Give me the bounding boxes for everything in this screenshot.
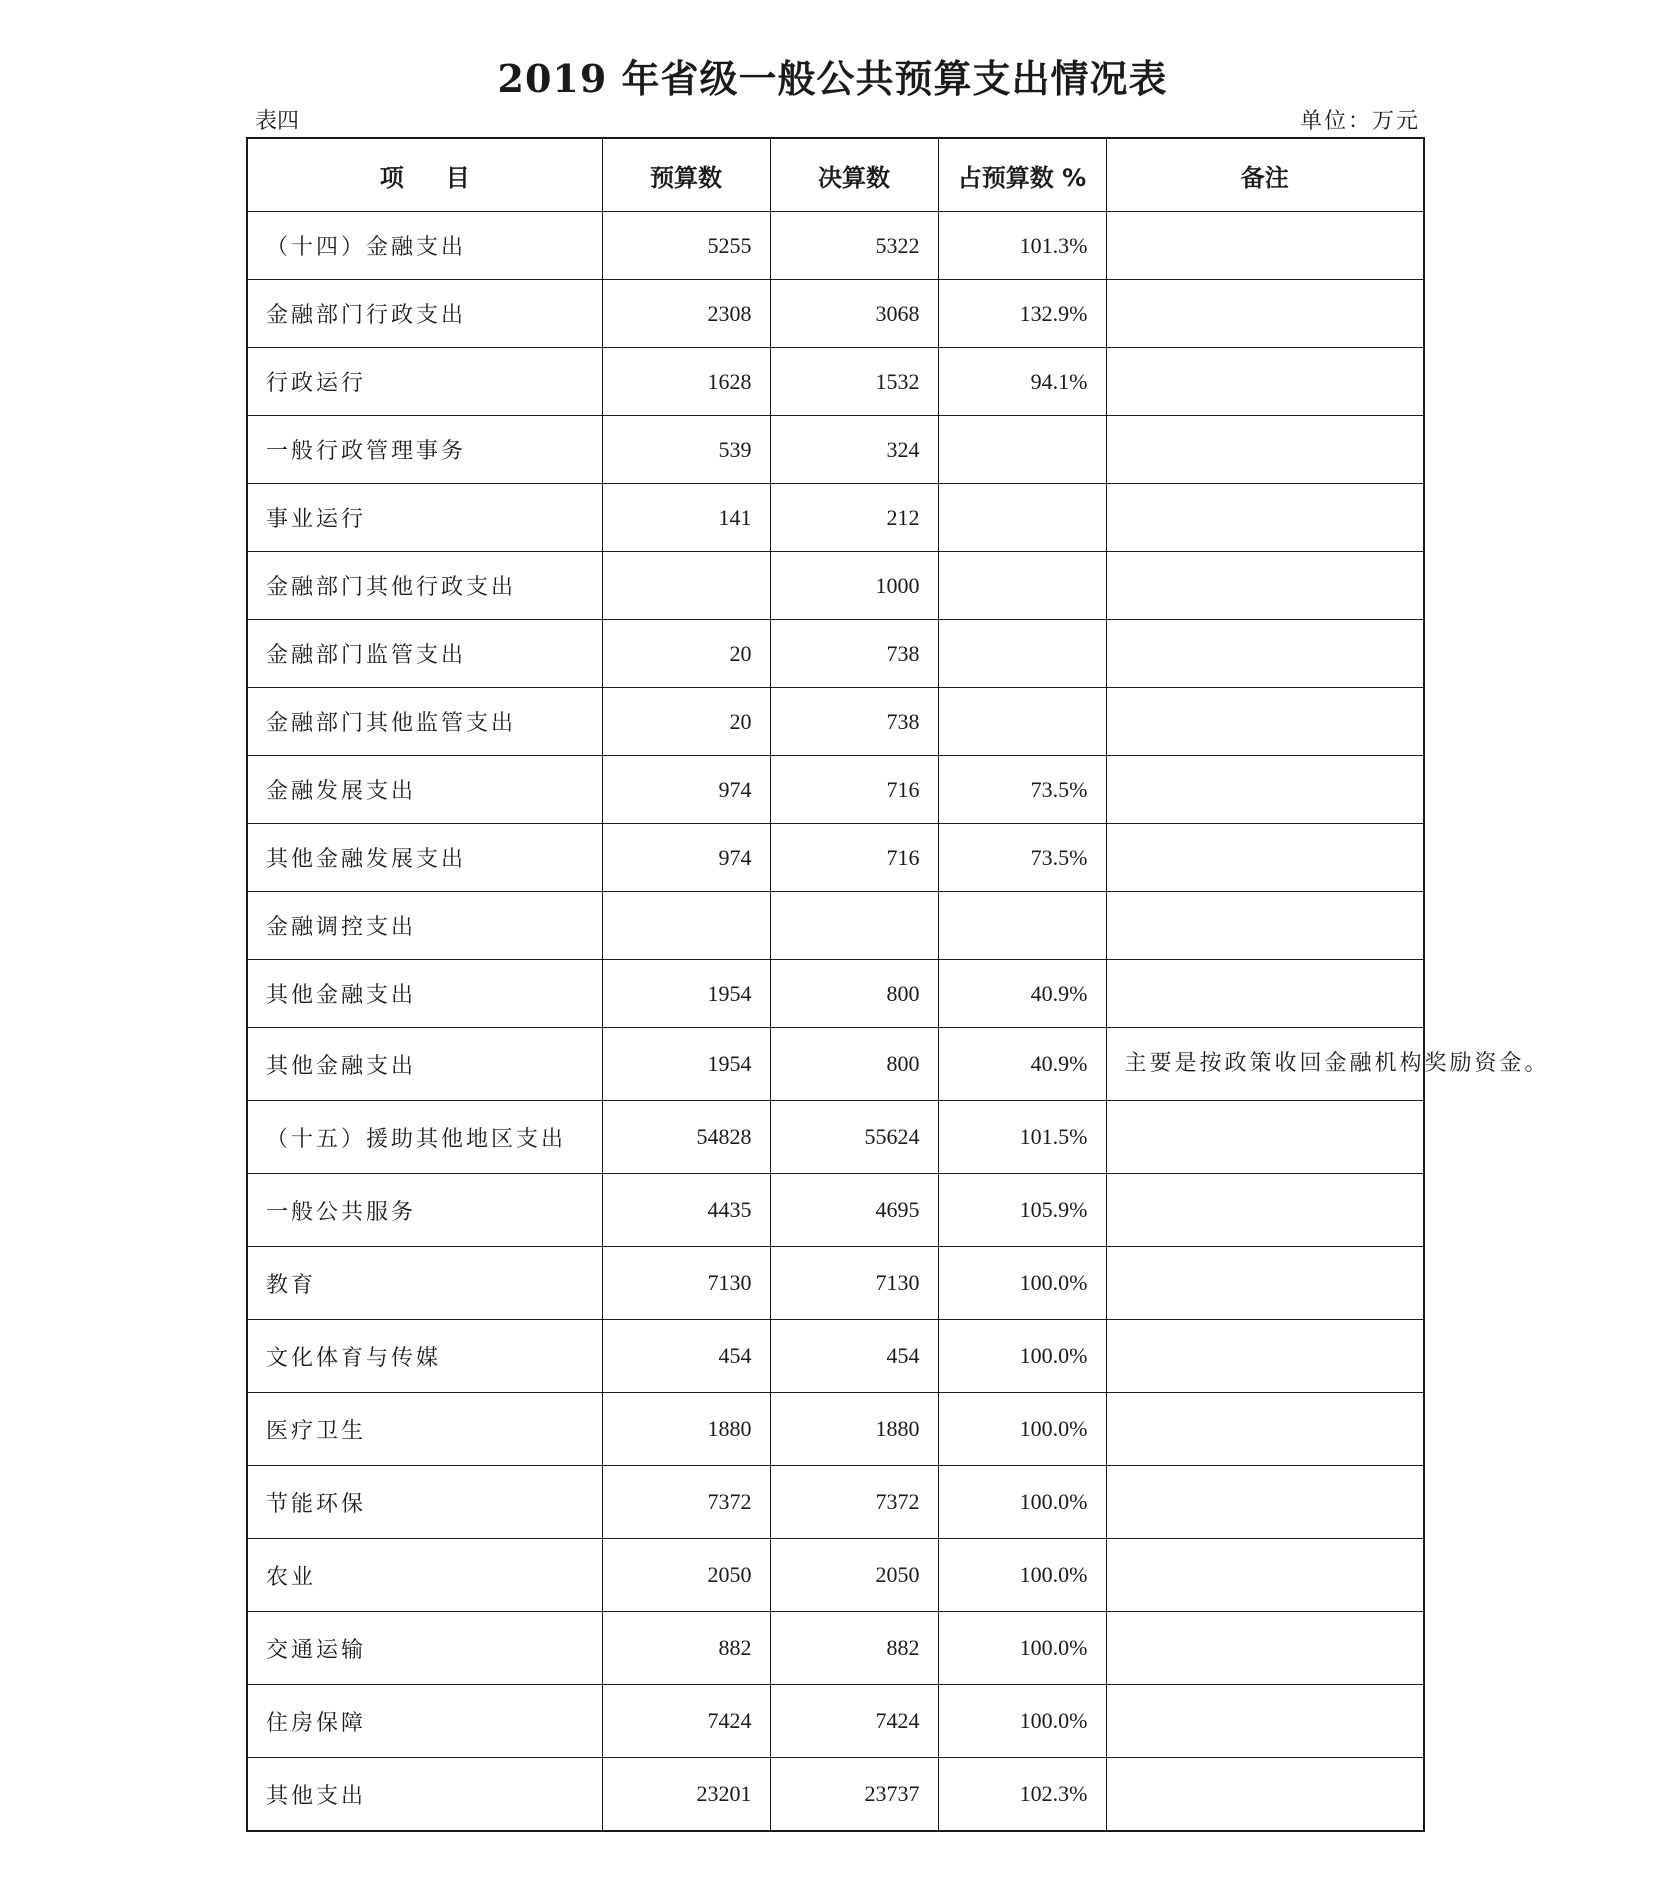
- row-item-cell: 医疗卫生: [247, 1393, 602, 1466]
- row-percentage-cell: 100.0%: [938, 1612, 1106, 1685]
- row-actual-cell: 3068: [770, 280, 938, 348]
- row-actual-cell: 2050: [770, 1539, 938, 1612]
- row-note-cell: [1106, 416, 1424, 484]
- row-budget-cell: 5255: [602, 212, 770, 280]
- table-number: 表四: [255, 109, 300, 134]
- row-note-cell: [1106, 1758, 1424, 1832]
- row-actual-cell: 23737: [770, 1758, 938, 1832]
- table-row: [247, 1028, 1424, 1101]
- row-actual-cell: 1532: [770, 348, 938, 416]
- row-budget-cell: 7130: [602, 1247, 770, 1320]
- row-budget-cell: 882: [602, 1612, 770, 1685]
- row-budget-cell: 20: [602, 620, 770, 688]
- row-percentage-cell: [938, 688, 1106, 756]
- table-row: [247, 1539, 1424, 1612]
- row-percentage-cell: 100.0%: [938, 1393, 1106, 1466]
- row-note-cell: [1106, 1466, 1424, 1539]
- row-budget-cell: 1628: [602, 348, 770, 416]
- row-budget-cell: 2308: [602, 280, 770, 348]
- row-percentage-cell: 100.0%: [938, 1466, 1106, 1539]
- row-item-cell: 其他金融支出: [247, 1028, 602, 1101]
- row-note-cell: [1106, 1174, 1424, 1247]
- header-budget: 预算数: [602, 138, 770, 212]
- row-actual-cell: 454: [770, 1320, 938, 1393]
- row-percentage-cell: 102.3%: [938, 1758, 1106, 1832]
- row-budget-cell: 141: [602, 484, 770, 552]
- row-actual-cell: 1880: [770, 1393, 938, 1466]
- row-item-cell: 节能环保: [247, 1466, 602, 1539]
- row-budget-cell: 539: [602, 416, 770, 484]
- row-note-cell: [1106, 1101, 1424, 1174]
- table-row: [247, 1320, 1424, 1393]
- row-actual-cell: 212: [770, 484, 938, 552]
- row-actual-cell: 800: [770, 960, 938, 1028]
- row-item-cell: 农业: [247, 1539, 602, 1612]
- unit-label: 单位：万元: [1299, 109, 1420, 134]
- header-note: 备注: [1106, 138, 1424, 212]
- row-note-cell: [1106, 552, 1424, 620]
- row-item-cell: 事业运行: [247, 484, 602, 552]
- row-item-cell: 其他支出: [247, 1758, 602, 1832]
- table-row: [247, 552, 1424, 620]
- row-budget-cell: [602, 552, 770, 620]
- row-budget-cell: 7424: [602, 1685, 770, 1758]
- row-note-cell: [1106, 1247, 1424, 1320]
- row-item-cell: 金融部门其他行政支出: [247, 552, 602, 620]
- row-actual-cell: 738: [770, 620, 938, 688]
- row-item-cell: 金融部门监管支出: [247, 620, 602, 688]
- row-item-cell: 其他金融支出: [247, 960, 602, 1028]
- row-percentage-cell: 73.5%: [938, 756, 1106, 824]
- row-note-cell: [1106, 280, 1424, 348]
- row-item-cell: 一般公共服务: [247, 1174, 602, 1247]
- row-percentage-cell: 100.0%: [938, 1320, 1106, 1393]
- row-percentage-cell: [938, 552, 1106, 620]
- row-actual-cell: 55624: [770, 1101, 938, 1174]
- row-budget-cell: 23201: [602, 1758, 770, 1832]
- row-budget-cell: 454: [602, 1320, 770, 1393]
- row-percentage-cell: 101.5%: [938, 1101, 1106, 1174]
- row-item-cell: 金融部门其他监管支出: [247, 688, 602, 756]
- table-row: [247, 1758, 1424, 1832]
- row-item-cell: 教育: [247, 1247, 602, 1320]
- table-row: [247, 280, 1424, 348]
- row-actual-cell: 882: [770, 1612, 938, 1685]
- row-percentage-cell: [938, 892, 1106, 960]
- row-item-cell: 其他金融发展支出: [247, 824, 602, 892]
- row-budget-cell: 54828: [602, 1101, 770, 1174]
- row-budget-cell: 1954: [602, 960, 770, 1028]
- row-item-cell: （十四）金融支出: [247, 212, 602, 280]
- row-item-cell: （十五）援助其他地区支出: [247, 1101, 602, 1174]
- header-actual: 决算数: [770, 138, 938, 212]
- row-note-cell: [1106, 1612, 1424, 1685]
- row-budget-cell: 1880: [602, 1393, 770, 1466]
- row-note-cell: [1106, 1320, 1424, 1393]
- table-row: [247, 1685, 1424, 1758]
- row-percentage-cell: 101.3%: [938, 212, 1106, 280]
- row-actual-cell: 738: [770, 688, 938, 756]
- row-percentage-cell: 94.1%: [938, 348, 1106, 416]
- row-actual-cell: 1000: [770, 552, 938, 620]
- table-row: [247, 1612, 1424, 1685]
- table-row: [247, 484, 1424, 552]
- budget-table: [246, 137, 1550, 1832]
- row-percentage-cell: 100.0%: [938, 1539, 1106, 1612]
- row-percentage-cell: [938, 484, 1106, 552]
- row-percentage-cell: 100.0%: [938, 1247, 1106, 1320]
- header-percentage: 占预算数 %: [938, 138, 1106, 212]
- row-note-cell: [1106, 620, 1424, 688]
- row-budget-cell: 20: [602, 688, 770, 756]
- table-row: [247, 416, 1424, 484]
- row-note-cell: [1106, 824, 1424, 892]
- row-percentage-cell: 105.9%: [938, 1174, 1106, 1247]
- table-row: [247, 1101, 1424, 1174]
- row-budget-cell: 1954: [602, 1028, 770, 1101]
- row-note-cell: 主要是按政策收回金融机构奖励资金。: [1106, 1028, 1424, 1101]
- table-row: [247, 1466, 1424, 1539]
- row-note-cell: [1106, 484, 1424, 552]
- row-note-cell: [1106, 212, 1424, 280]
- row-actual-cell: 7130: [770, 1247, 938, 1320]
- row-note-cell: [1106, 688, 1424, 756]
- table-body: [247, 212, 1550, 1832]
- table-row: [247, 1393, 1424, 1466]
- table-row: [247, 348, 1424, 416]
- table-row: [247, 688, 1424, 756]
- row-budget-cell: 974: [602, 756, 770, 824]
- row-actual-cell: 800: [770, 1028, 938, 1101]
- row-actual-cell: 7372: [770, 1466, 938, 1539]
- row-percentage-cell: [938, 416, 1106, 484]
- row-note-cell: [1106, 1393, 1424, 1466]
- header-row: [247, 138, 1424, 212]
- row-budget-cell: 974: [602, 824, 770, 892]
- row-item-cell: 文化体育与传媒: [247, 1320, 602, 1393]
- row-budget-cell: [602, 892, 770, 960]
- table-row: [247, 824, 1424, 892]
- row-percentage-cell: 40.9%: [938, 1028, 1106, 1101]
- table-row: [247, 1247, 1424, 1320]
- row-note-cell: [1106, 1539, 1424, 1612]
- row-note-cell: [1106, 756, 1424, 824]
- table-row: [247, 620, 1424, 688]
- row-note-cell: [1106, 960, 1424, 1028]
- row-actual-cell: 4695: [770, 1174, 938, 1247]
- row-item-cell: 金融部门行政支出: [247, 280, 602, 348]
- row-actual-cell: 716: [770, 756, 938, 824]
- row-percentage-cell: 73.5%: [938, 824, 1106, 892]
- row-note-cell: [1106, 1685, 1424, 1758]
- row-actual-cell: 5322: [770, 212, 938, 280]
- table-row: [247, 960, 1424, 1028]
- row-percentage-cell: [938, 620, 1106, 688]
- table-row: [247, 1174, 1424, 1247]
- row-percentage-cell: 100.0%: [938, 1685, 1106, 1758]
- row-budget-cell: 7372: [602, 1466, 770, 1539]
- table-row: [247, 756, 1424, 824]
- row-item-cell: 住房保障: [247, 1685, 602, 1758]
- row-item-cell: 一般行政管理事务: [247, 416, 602, 484]
- row-note-cell: [1106, 892, 1424, 960]
- header-item: [247, 138, 602, 212]
- table-row: [247, 212, 1424, 280]
- row-item-cell: 金融发展支出: [247, 756, 602, 824]
- row-actual-cell: 324: [770, 416, 938, 484]
- row-item-cell: 金融调控支出: [247, 892, 602, 960]
- page-title: 2019 年省级一般公共预算支出情况表: [497, 56, 1168, 101]
- row-item-cell: 交通运输: [247, 1612, 602, 1685]
- row-budget-cell: 2050: [602, 1539, 770, 1612]
- row-percentage-cell: 40.9%: [938, 960, 1106, 1028]
- row-item-cell: 行政运行: [247, 348, 602, 416]
- row-percentage-cell: 132.9%: [938, 280, 1106, 348]
- table-row: [247, 892, 1424, 960]
- row-budget-cell: 4435: [602, 1174, 770, 1247]
- row-actual-cell: [770, 892, 938, 960]
- row-actual-cell: 7424: [770, 1685, 938, 1758]
- row-actual-cell: 716: [770, 824, 938, 892]
- header-item-label: 项目: [379, 163, 512, 192]
- row-note-cell: [1106, 348, 1424, 416]
